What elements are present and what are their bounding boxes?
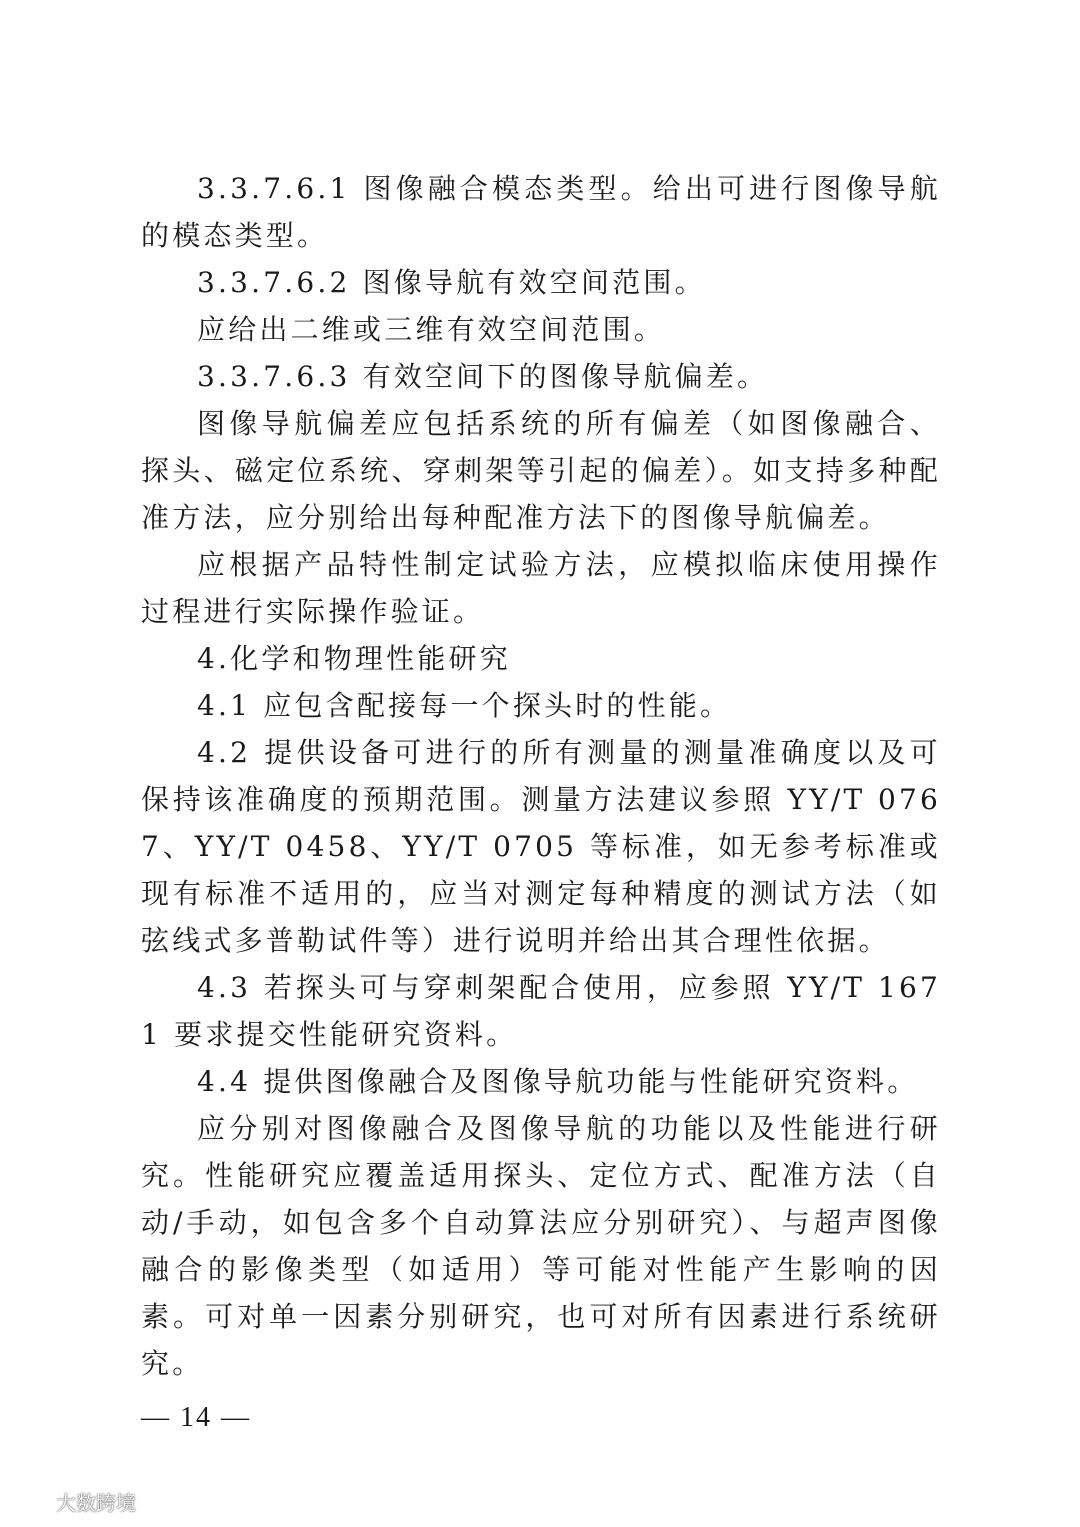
paragraph-3-3-7-6-3: 3.3.7.6.3 有效空间下的图像导航偏差。	[197, 360, 769, 393]
paragraph-3-3-7-6-2: 3.3.7.6.2 图像导航有效空间范围。	[197, 266, 706, 299]
section-heading-4: 4.化学和物理性能研究	[197, 642, 511, 675]
paragraph-4-2: 4.2 提供设备可进行的所有测量的测量准确度以及可保持该准确度的预期范围。测量方法建议参照 YY/T 0767、YY/T 0458、YY/T 0705 等标准，如无参考标准或现有标准不适用的，应当对测定每种精度的测试方法（如弦线式多普勒试件等）进行说明并给出其合理性依据。	[141, 736, 941, 957]
paragraph-space-range: 应给出二维或三维有效空间范围。	[197, 313, 666, 346]
paragraph-test-method: 应根据产品特性制定试验方法，应模拟临床使用操作过程进行实际操作验证。	[141, 548, 941, 628]
paragraph-performance-research: 应分别对图像融合及图像导航的功能以及性能进行研究。性能研究应覆盖适用探头、定位方式、配准方法（自动/手动，如包含多个自动算法应分别研究）、与超声图像融合的影像类型（如适用）等可能对性能产生影响的因素。可对单一因素分别研究，也可对所有因素进行系统研究。	[141, 1112, 941, 1380]
paragraph-3-3-7-6-1: 3.3.7.6.1 图像融合模态类型。给出可进行图像导航的模态类型。	[141, 172, 941, 252]
paragraph-4-1: 4.1 应包含配接每一个探头时的性能。	[197, 689, 732, 722]
paragraph-4-3: 4.3 若探头可与穿刺架配合使用，应参照 YY/T 1671 要求提交性能研究资料。	[141, 971, 941, 1051]
paragraph-4-4: 4.4 提供图像融合及图像导航功能与性能研究资料。	[197, 1065, 919, 1098]
chat-bubble-logo-icon	[8, 1488, 52, 1514]
watermark-text: 大数跨境	[56, 1490, 136, 1515]
document-body	[141, 165, 941, 1387]
watermark	[8, 1486, 136, 1516]
paragraph-navigation-deviation: 图像导航偏差应包括系统的所有偏差（如图像融合、探头、磁定位系统、穿刺架等引起的偏差）。如支持多种配准方法，应分别给出每种配准方法下的图像导航偏差。	[141, 407, 941, 534]
page-number: — 14 —	[141, 1402, 251, 1433]
